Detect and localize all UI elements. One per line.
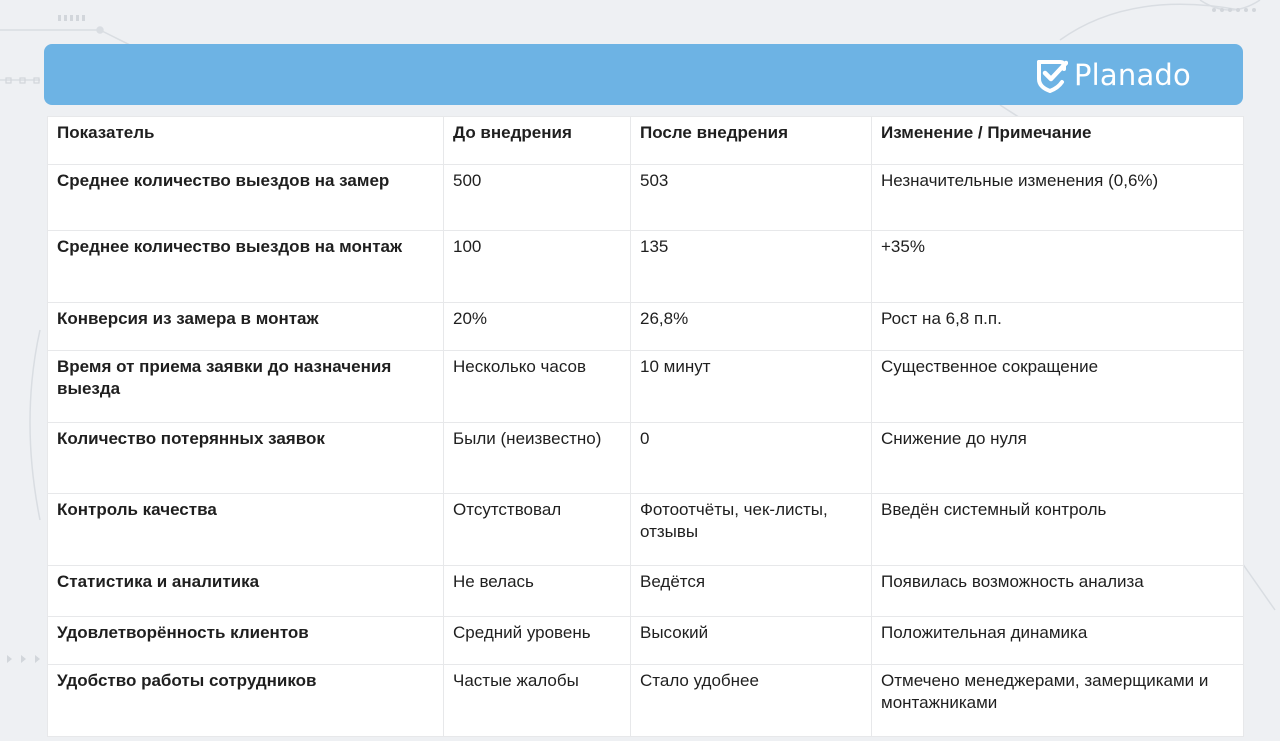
cell-after: Высокий [631,617,872,665]
cell-after: 0 [631,423,872,494]
cell-indicator: Среднее количество выездов на замер [48,165,444,231]
header-before: До внедрения [444,117,631,165]
table-row [48,617,1244,665]
table-row [48,165,1244,231]
check-shield-icon [1036,57,1068,93]
cell-indicator: Время от приема заявки до назначения выезда [48,351,444,423]
cell-before: Несколько часов [444,351,631,423]
cell-change: Рост на 6,8 п.п. [872,303,1244,351]
cell-after: 503 [631,165,872,231]
cell-indicator: Среднее количество выездов на монтаж [48,231,444,303]
cell-change: Снижение до нуля [872,423,1244,494]
cell-after: Стало удобнее [631,665,872,737]
cell-change: Положительная динамика [872,617,1244,665]
cell-indicator: Количество потерянных заявок [48,423,444,494]
cell-before: Средний уровень [444,617,631,665]
cell-change: Существенное сокращение [872,351,1244,423]
table-row [48,566,1244,617]
cell-indicator: Удобство работы сотрудников [48,665,444,737]
cell-change: Введён системный контроль [872,494,1244,566]
table-row [48,423,1244,494]
cell-after: Ведётся [631,566,872,617]
cell-indicator: Статистика и аналитика [48,566,444,617]
cell-after: 135 [631,231,872,303]
cell-before: Частые жалобы [444,665,631,737]
cell-before: 100 [444,231,631,303]
cell-before: Были (неизвестно) [444,423,631,494]
cell-change: Появилась возможность анализа [872,566,1244,617]
table-row [48,665,1244,737]
cell-change: Отмечено менеджерами, замерщиками и монтажниками [872,665,1244,737]
cell-indicator: Удовлетворённость клиентов [48,617,444,665]
cell-after: Фотоотчёты, чек-листы, отзывы [631,494,872,566]
cell-indicator: Контроль качества [48,494,444,566]
cell-change: Незначительные изменения (0,6%) [872,165,1244,231]
table-header-row [48,117,1244,165]
cell-change: +35% [872,231,1244,303]
table-row [48,494,1244,566]
cell-indicator: Конверсия из замера в монтаж [48,303,444,351]
cell-after: 10 минут [631,351,872,423]
comparison-table [47,116,1244,737]
table-row [48,303,1244,351]
cell-before: Не велась [444,566,631,617]
brand-name: Planado [1073,58,1191,92]
header-bar [44,44,1243,105]
planado-logo[interactable] [1036,56,1191,94]
cell-after: 26,8% [631,303,872,351]
header-indicator: Показатель [48,117,444,165]
table-row [48,351,1244,423]
cell-before: 20% [444,303,631,351]
cell-before: 500 [444,165,631,231]
table-row [48,231,1244,303]
cell-before: Отсутствовал [444,494,631,566]
header-change: Изменение / Примечание [872,117,1244,165]
header-after: После внедрения [631,117,872,165]
